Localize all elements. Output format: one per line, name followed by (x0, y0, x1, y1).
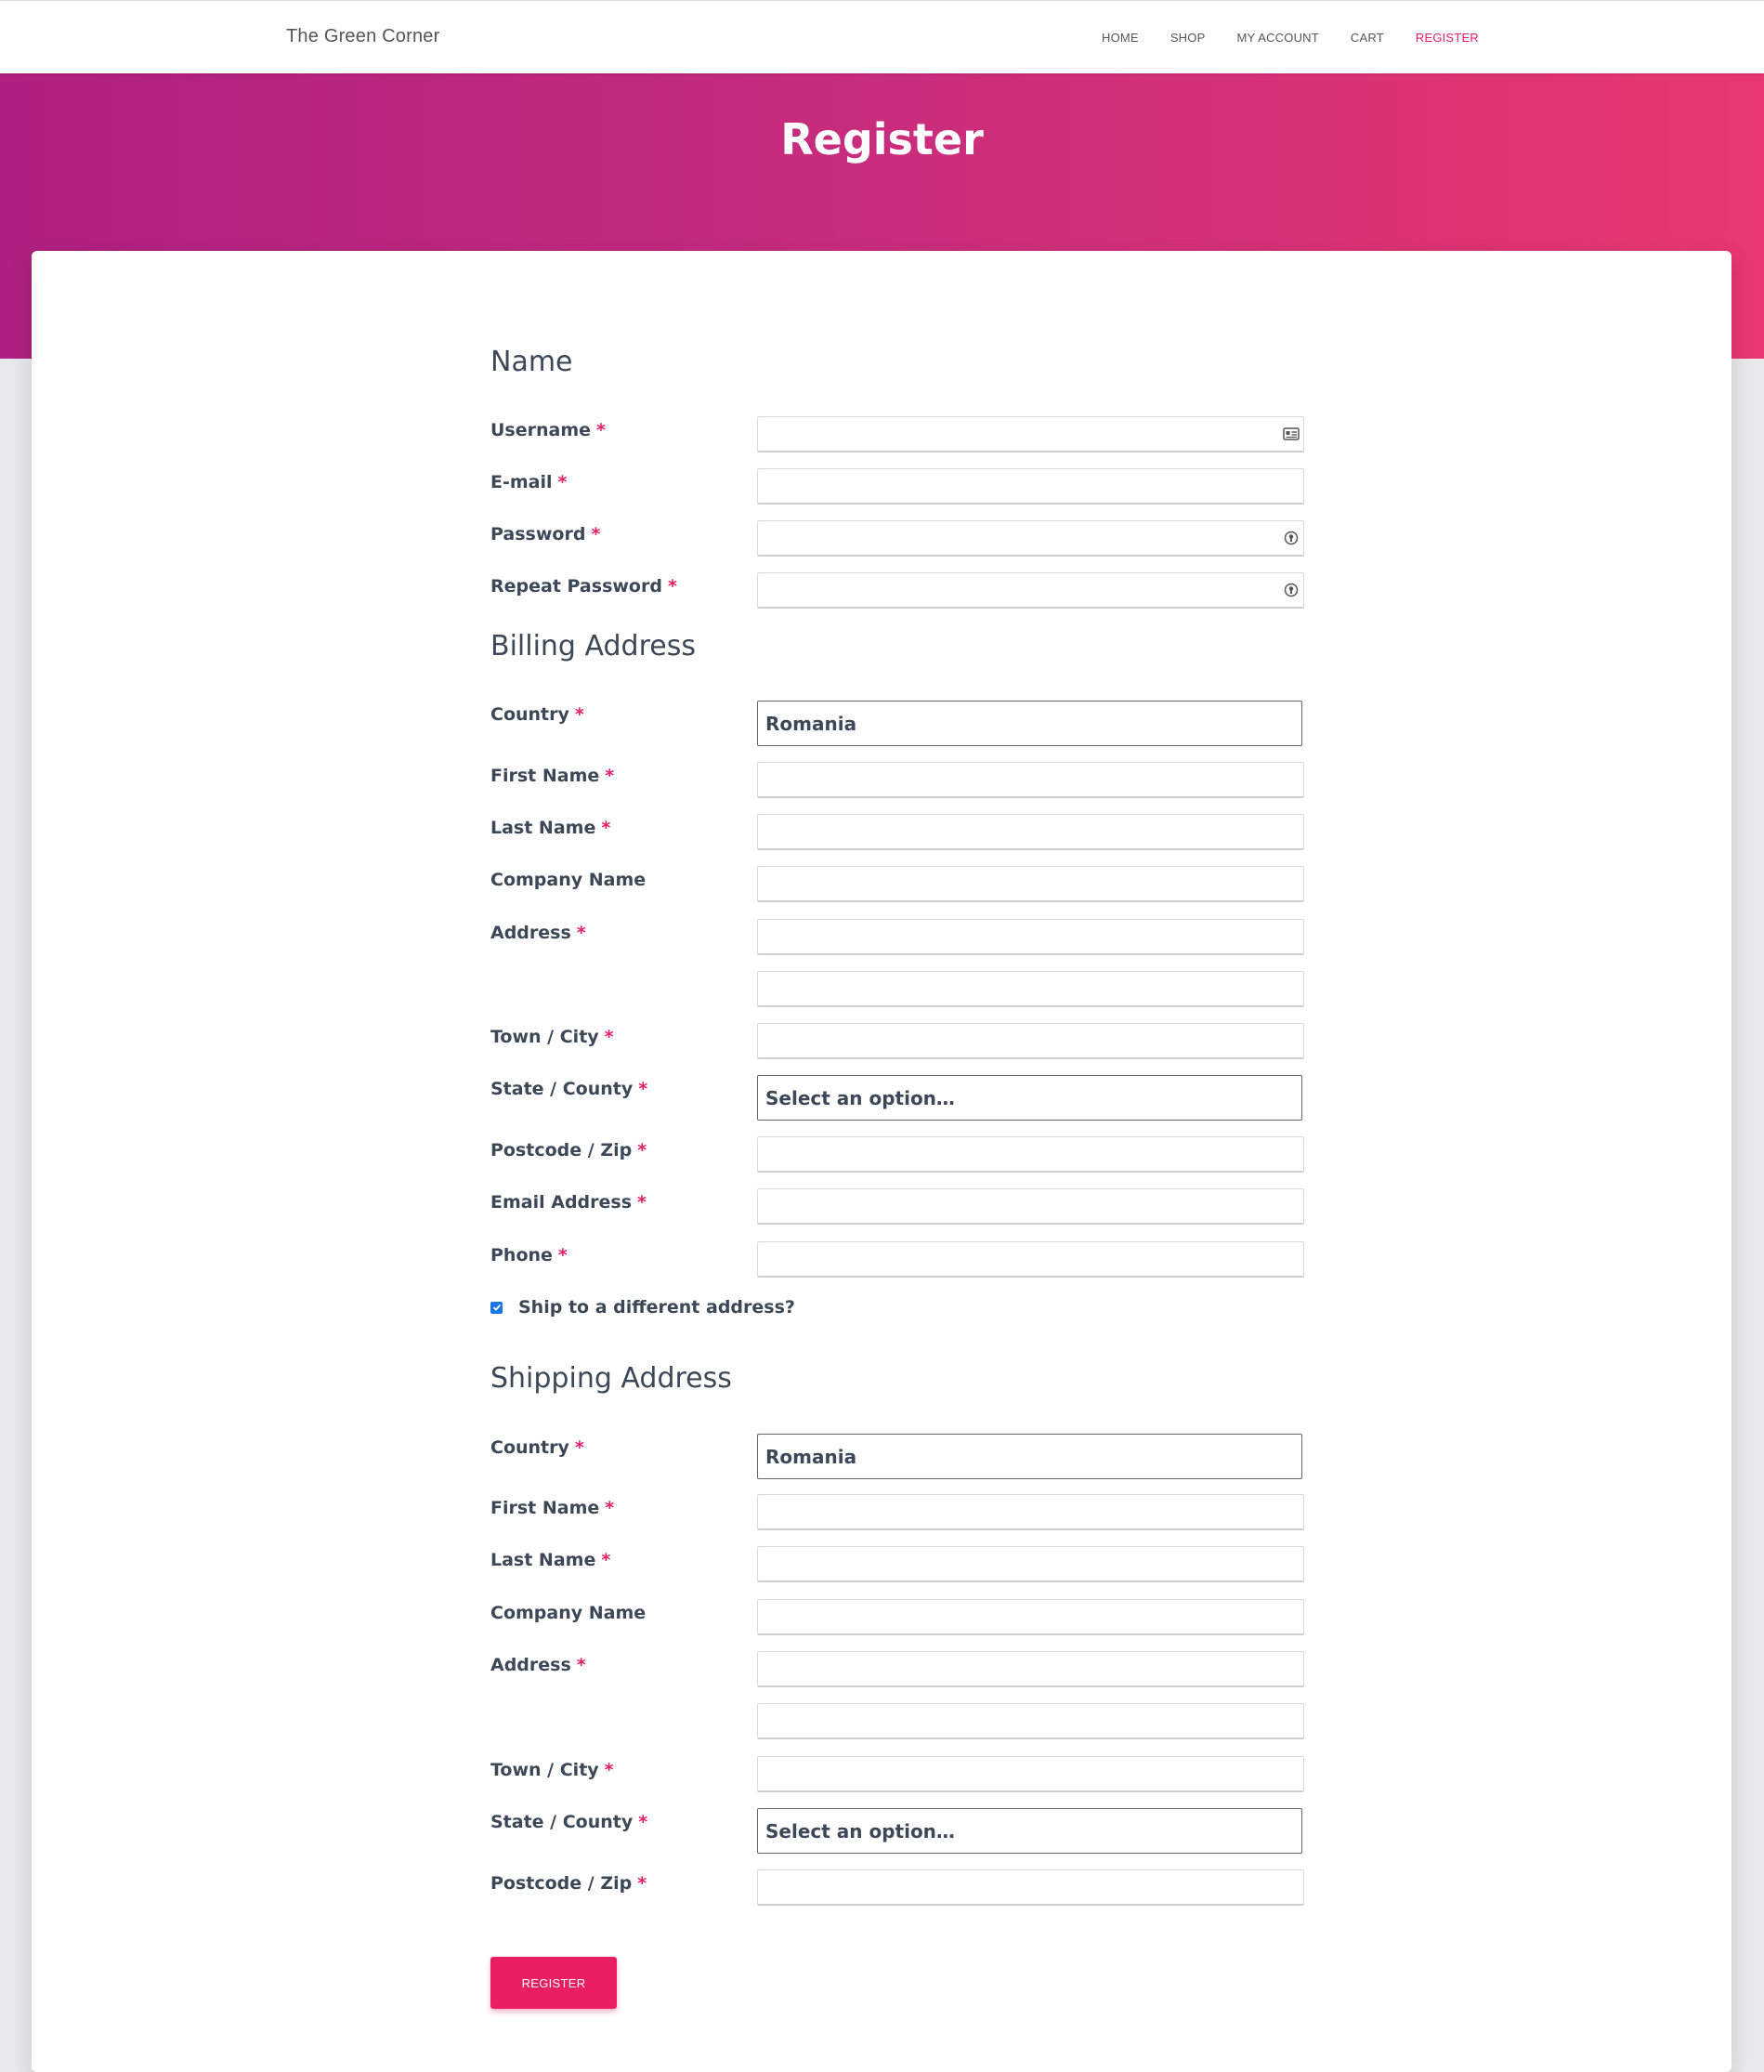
shipping-company-label: Company Name (490, 1603, 647, 1623)
shipping-first-name-input[interactable] (757, 1494, 1304, 1530)
billing-town-label: Town / City * (490, 1027, 614, 1047)
shipping-town-label: Town / City * (490, 1760, 614, 1780)
shipping-address-label: Address * (490, 1655, 586, 1675)
required-mark: * (637, 1140, 647, 1161)
required-mark: * (596, 420, 606, 440)
shipping-country-label: Country * (490, 1437, 584, 1458)
main-nav (1102, 31, 1510, 45)
required-mark: * (574, 704, 584, 725)
section-title-name: Name (490, 346, 573, 378)
password-label: Password * (490, 524, 601, 544)
nav-my-account[interactable]: MY ACCOUNT (1236, 31, 1319, 45)
billing-last-name-input[interactable] (757, 814, 1304, 850)
checkmark-icon (492, 1303, 502, 1312)
register-card (32, 251, 1731, 2072)
billing-postcode-label: Postcode / Zip * (490, 1140, 647, 1161)
username-input[interactable] (757, 416, 1304, 452)
shipping-address-line1-input[interactable] (757, 1651, 1304, 1687)
shipping-address-line2-input[interactable] (757, 1703, 1304, 1739)
billing-email-input[interactable] (757, 1188, 1304, 1225)
shipping-last-name-label: Last Name * (490, 1550, 611, 1570)
shipping-state-select[interactable]: Select an option… (757, 1808, 1302, 1854)
billing-phone-label: Phone * (490, 1245, 568, 1265)
required-mark: * (605, 766, 615, 786)
billing-address-label: Address * (490, 923, 586, 943)
required-mark: * (605, 1498, 615, 1518)
nav-shop[interactable]: SHOP (1169, 31, 1206, 45)
required-mark: * (601, 818, 611, 838)
required-mark: * (574, 1437, 584, 1458)
required-mark: * (604, 1760, 614, 1780)
shipping-company-input[interactable] (757, 1599, 1304, 1635)
billing-first-name-label: First Name * (490, 766, 615, 786)
top-navbar (0, 0, 1764, 73)
required-mark: * (601, 1550, 611, 1570)
page-title: Register (780, 114, 984, 164)
repeat-password-label: Repeat Password * (490, 576, 677, 597)
billing-town-input[interactable] (757, 1023, 1304, 1059)
shipping-postcode-input[interactable] (757, 1869, 1304, 1906)
shipping-town-input[interactable] (757, 1756, 1304, 1792)
ship-different-checkbox[interactable] (490, 1302, 503, 1314)
billing-country-label: Country * (490, 704, 584, 725)
section-title-billing: Billing Address (490, 630, 696, 662)
section-title-shipping: Shipping Address (490, 1362, 732, 1395)
id-card-icon (1283, 426, 1300, 442)
required-mark: * (667, 576, 677, 597)
required-mark: * (576, 923, 586, 943)
username-label: Username * (490, 420, 606, 440)
required-mark: * (576, 1655, 586, 1675)
billing-email-label: Email Address * (490, 1192, 647, 1213)
billing-postcode-input[interactable] (757, 1136, 1304, 1173)
shipping-first-name-label: First Name * (490, 1498, 615, 1518)
email-label: E-mail * (490, 472, 568, 492)
required-mark: * (557, 472, 568, 492)
billing-last-name-label: Last Name * (490, 818, 611, 838)
billing-country-select[interactable]: Romania (757, 701, 1302, 746)
shipping-postcode-label: Postcode / Zip * (490, 1873, 647, 1894)
required-mark: * (557, 1245, 568, 1265)
required-mark: * (637, 1192, 647, 1213)
ship-different-label[interactable]: Ship to a different address? (518, 1297, 795, 1318)
password-input[interactable] (757, 520, 1304, 557)
email-input[interactable] (757, 468, 1304, 505)
billing-phone-input[interactable] (757, 1241, 1304, 1278)
nav-cart[interactable]: CART (1350, 31, 1384, 45)
password-manager-icon[interactable] (1283, 582, 1300, 598)
required-mark: * (638, 1812, 648, 1832)
register-button[interactable]: REGISTER (490, 1957, 617, 2009)
billing-address-line1-input[interactable] (757, 919, 1304, 955)
billing-state-select[interactable]: Select an option… (757, 1075, 1302, 1121)
billing-address-line2-input[interactable] (757, 971, 1304, 1007)
billing-company-label: Company Name (490, 870, 647, 890)
required-mark: * (637, 1873, 647, 1894)
nav-home[interactable]: HOME (1102, 31, 1139, 45)
password-manager-icon[interactable] (1283, 530, 1300, 546)
site-brand[interactable]: The Green Corner (286, 26, 440, 46)
required-mark: * (591, 524, 601, 544)
shipping-country-select[interactable]: Romania (757, 1434, 1302, 1479)
shipping-state-label: State / County * (490, 1812, 648, 1832)
billing-first-name-input[interactable] (757, 762, 1304, 798)
ship-different-row[interactable] (490, 1297, 795, 1318)
repeat-password-input[interactable] (757, 572, 1304, 609)
required-mark: * (604, 1027, 614, 1047)
nav-register[interactable]: REGISTER (1415, 31, 1479, 45)
billing-company-input[interactable] (757, 866, 1304, 902)
shipping-last-name-input[interactable] (757, 1546, 1304, 1582)
billing-state-label: State / County * (490, 1079, 648, 1099)
required-mark: * (638, 1079, 648, 1099)
